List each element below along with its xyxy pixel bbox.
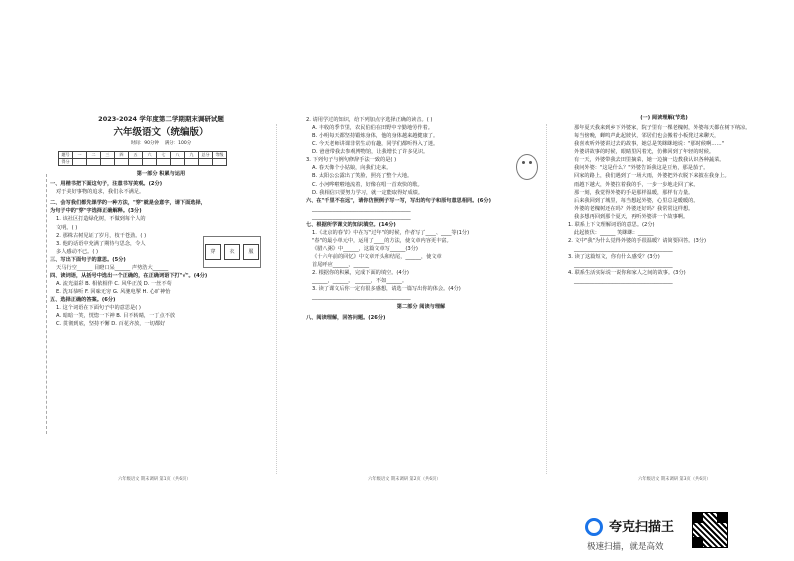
text-line: 外婆讲故事的时候，眼睛里闪着光，仿佛回到了年轻的时候。 (574, 149, 715, 156)
text-line: 4. 联系生活实际说一说你和家人之间的故事。(3分) (568, 270, 686, 277)
score-cell (171, 158, 185, 165)
text-line: 我多想再回到那个夏天，再听外婆讲一个故事啊。 (574, 213, 689, 220)
text-line: D. 爸爸带我去参观博物馆，让我增长了许多见识。 (312, 149, 429, 156)
page-divider (276, 124, 277, 474)
text-line: E. 洗耳恭听 F. 回味无穷 G. 风驰电掣 H. 心旷神怡 (56, 289, 171, 295)
score-cell (143, 158, 157, 165)
text-line: ______________________________________ (312, 205, 411, 212)
text-line: ______________________________________ (312, 294, 411, 301)
score-cell: 九 (185, 151, 199, 158)
question-heading: 八、阅读理解，回答问题。(26分) (306, 314, 386, 321)
page-footer: 六年级语文 期末调研 第1页（共6页） (118, 477, 191, 482)
score-table-score-row (59, 158, 227, 165)
text-line: 2. 请用学过的知识，给下列加点字选择正确的读音。( ) (306, 117, 433, 123)
text-line: 2. 那株古树见证了岁月，枝干苍劲。( ) (56, 232, 147, 239)
binding-line (40, 174, 47, 434)
score-cell: 七 (157, 151, 171, 158)
text-line: 3. 他的话语中充满了期待与思念，令人 (56, 240, 146, 247)
text-line: 文明。( ) (56, 224, 78, 231)
exam-sheet (38, 104, 760, 484)
score-cell (157, 158, 171, 165)
page-divider (546, 124, 547, 474)
exam-grade-title: 六年级语文（统编版） (113, 127, 209, 139)
text-line: 2. 文中"我"为什么觉得外婆的手很温暖？请简要回答。(3分) (568, 237, 707, 244)
text-line: B. 小明每天都坚持锻炼身体，他的身体越来越健康了。 (312, 133, 439, 140)
score-cell: 等级 (213, 151, 227, 158)
figure-glyph: 衣 (224, 244, 240, 260)
question-heading: 二、会写我们都先课学的一种方法，"穿"就是会意字，请下面选择， (50, 200, 206, 207)
text-line: ______，______。 ______，不如______。 (312, 278, 408, 285)
score-cell: 二 (87, 151, 101, 158)
text-line: 3. 读了这篇短文，你有什么感受？(3分) (568, 254, 660, 261)
score-table (58, 151, 227, 166)
scanner-logo-icon (585, 518, 603, 536)
text-line: B. 太阳公公露出了笑脸，照亮了整个大地。 (312, 173, 413, 180)
text-line: 有一天，外婆带我去田里摘菜，她一边摘一边教我认识各种蔬菜。 (574, 157, 725, 164)
page-2-body (306, 116, 536, 322)
score-cell (199, 158, 213, 165)
text-line: 外婆的老槐树还在吗？外婆还好吗？我常常这样想。 (574, 205, 694, 212)
question-heading: 七、根据所学课文的知识填空。(14分) (306, 221, 396, 228)
text-line: 天马行空______ 目瞪口呆______ 声势浩大______ (56, 264, 169, 271)
text-line: 1. 该社区打造绿化树，不做到每个人的 (56, 216, 146, 223)
score-cell (213, 158, 227, 165)
text-line: 首尾呼应______，______ (312, 262, 370, 269)
question-heading: 为句子中的"穿"字选择正确解释。(3分) (50, 208, 142, 215)
text-line: 2. 根据你的积累，完成下面的填空。(4分) (312, 270, 409, 277)
page-1 (50, 104, 272, 484)
score-cell: 六 (143, 151, 157, 158)
text-line: A. 流光溢彩 B. 相依相伴 C. 风华正茂 D. 一丝不苟 (56, 280, 172, 287)
text-line: ______________________________________ (312, 213, 411, 220)
text-line: 1. 联系上下文理解词语的意思。(2分) (568, 221, 655, 228)
text-line: A. 丰收的季节里，农民伯伯在田野中辛勤地劳作着。 (312, 125, 433, 132)
text-line: 《十六年前的回忆》中文章开头和结尾，______，使文章 (312, 254, 442, 261)
qr-code-icon (692, 512, 728, 548)
question-heading: 五、选择正确的答案。(6分) (50, 297, 116, 304)
text-line: 那一刻，我觉得外婆的手是那样温暖，那样有力量。 (574, 189, 694, 196)
score-cell: 一 (73, 151, 87, 158)
section-heading: 第一部分 积累与运用 (136, 171, 186, 178)
text-line: 对于美好事物的追求，我们永不满足。 (56, 189, 145, 196)
exam-time: 时间：90分钟 (130, 140, 159, 146)
exam-full-score: 满分：100分 (164, 140, 192, 146)
page-2 (306, 104, 536, 484)
text-line: 雨越下越大，外婆拉着我的手，一步一步地走回了家。 (574, 181, 699, 188)
text-line: 《腊八粥》中______，这篇文章写______(3分) (312, 246, 418, 252)
section-heading: (一) 阅读理解(节选) (640, 115, 688, 121)
text-line: 每当傍晚，蝉鸣声此起彼伏，邻居们也会搬着小板凳过来聊天， (574, 133, 720, 140)
page-footer: 六年级语文 期末调研 第2页（共6页） (368, 477, 441, 482)
text-line: 回家的路上，我们遇到了一场大雨，外婆把外衣脱下来披在我身上。 (574, 173, 730, 180)
text-line: ______________________________________ (574, 246, 673, 252)
score-cell (115, 158, 129, 165)
scanner-slogan: 极速扫描，就是高效 (587, 542, 664, 552)
score-cell: 四 (115, 151, 129, 158)
question-heading: 六、在"千里不在远"，请你仿照例子写一写，写出的句子和原句意思相同。(6分) (306, 197, 491, 204)
text-line: 多人感动不已。( ) (56, 248, 99, 255)
exam-meta (50, 141, 272, 148)
question-heading: 三、写出下面句子的意思。(5分) (50, 256, 126, 263)
score-table-header-row (59, 151, 227, 158)
scanner-app-name: 夸克扫描王 (609, 520, 675, 535)
text-line: A. 暗暗一笑，恍惚一下神 B. 目不转睛，一丁点不放 (56, 313, 176, 320)
page-3 (568, 104, 760, 484)
text-line: 此起彼伏：______ 笑眯眯：______ (574, 229, 654, 236)
score-cell: 八 (171, 151, 185, 158)
scanner-watermark (585, 512, 735, 556)
page-3-body (568, 114, 760, 285)
text-line: ______________________________________ (574, 278, 673, 285)
character-figure (203, 236, 261, 268)
text-line: 我问外婆："这是什么？"外婆告诉我这是豆角，那是茄子。 (574, 165, 709, 172)
text-line: "春"的最小单元中，运用了____的方法，使文章内容更丰富。 (312, 237, 452, 244)
score-cell (129, 158, 143, 165)
score-cell: 总分 (199, 151, 213, 158)
page-footer: 六年级语文 期末调研 第3页（共6页） (638, 477, 711, 482)
text-line: 我喜欢听外婆讲过去的故事，她总是笑眯眯地说："那时候啊……" (574, 141, 725, 148)
score-cell (101, 158, 115, 165)
exam-year-title: 2023-2024 学年度第二学期期末调研试题 (98, 115, 224, 123)
question-heading: 一、用楷书把下面这句子，注意书写美观。(2分) (50, 181, 163, 188)
text-line: C. 今天老师讲课非常生动有趣，同学们都听得入了迷。 (312, 141, 439, 148)
question-heading: 四、读词语，从括号中选出一个正确的，在正确词语下打"√"。(4分) (50, 272, 208, 279)
text-line: 后来我回到了城里，每当想起外婆，心里总是暖暖的。 (574, 197, 699, 204)
text-line: D. 我相信只要努力学习，就一定能取得好成绩。 (312, 189, 424, 196)
text-line: 1.《北京的春节》中在写"过年"的时候，作者写了____、____等(1分) (312, 229, 470, 236)
text-line: C. 贯彻到底，坚持不懈 D. 百花齐放，一切都好 (56, 321, 166, 328)
score-cell (73, 158, 87, 165)
score-cell: 三 (101, 151, 115, 158)
figure-glyph: 服 (243, 244, 259, 260)
cartoon-illustration (516, 154, 538, 180)
figure-glyph: 穿 (205, 244, 221, 260)
section-heading: 第二部分 阅读与理解 (396, 304, 446, 311)
text-line: 3. 下列句子与例句修辞手法一致的是( ) (306, 157, 397, 164)
text-line: 1. 这个词语在下面句子中的意思是( ) (56, 305, 141, 312)
text-line: 那年夏天我来到乡下外婆家，院子里有一棵老槐树，外婆每天都在树下纳凉。 (574, 125, 751, 132)
text-line: A. 春天像个小姑娘，向我们走来。 (312, 165, 392, 172)
score-cell: 得分 (59, 158, 73, 165)
score-cell: 题号 (59, 151, 73, 158)
text-line: ______________________________________ (574, 262, 673, 269)
score-cell (185, 158, 199, 165)
score-cell: 五 (129, 151, 143, 158)
text-line: C. 小河哗啦啦地流着，好像在唱一首欢快的歌。 (312, 181, 423, 188)
score-cell (87, 158, 101, 165)
text-line: 3. 读了课文后你一定有很多感想，请选一篇写出你的体会。(4分) (312, 286, 461, 293)
